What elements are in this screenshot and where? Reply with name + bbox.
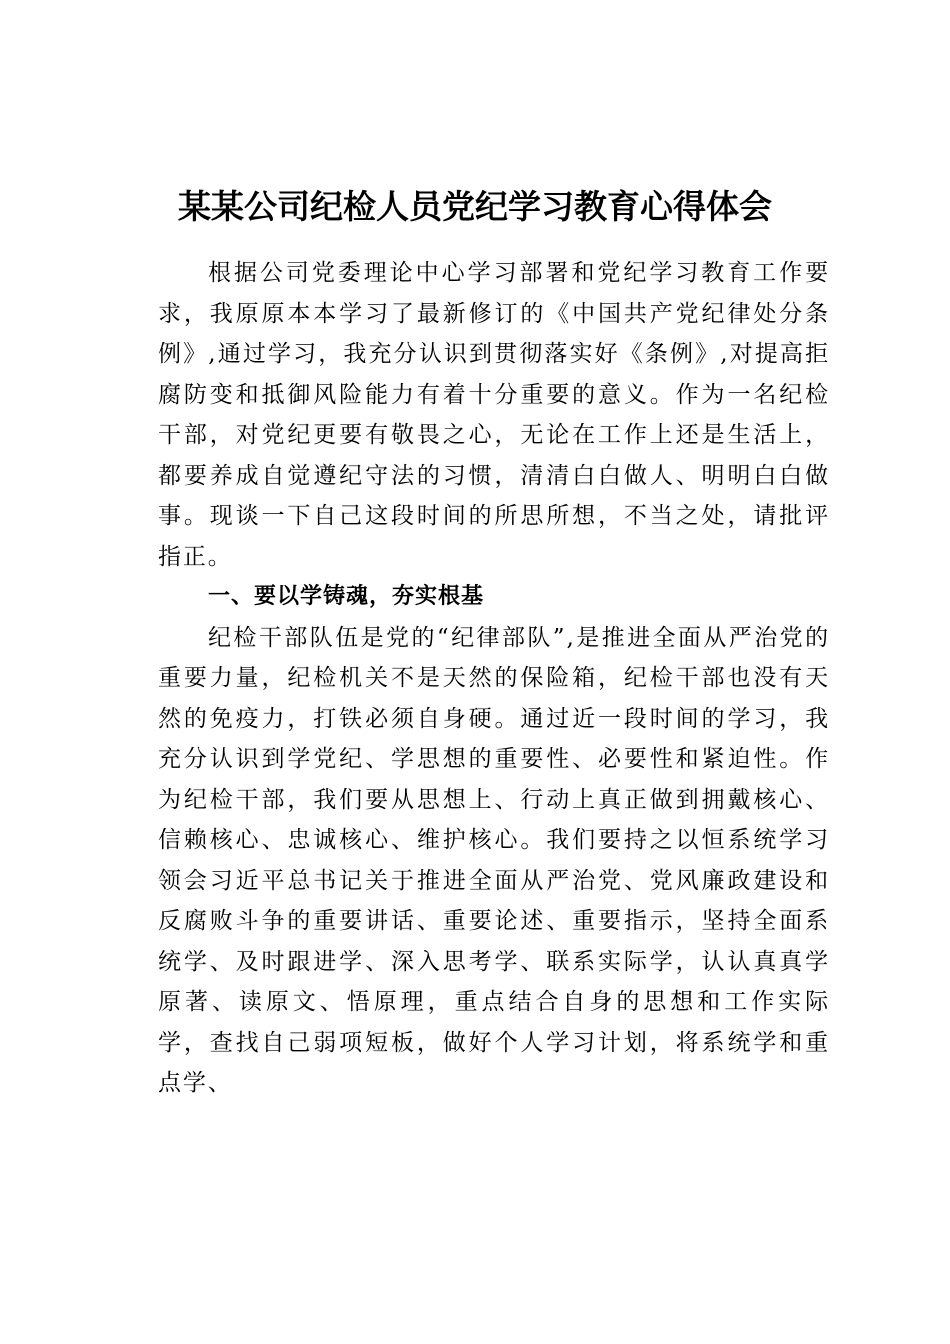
section-heading-1: 一、要以学铸魂，夯实根基 [208,584,485,609]
paragraph-section-1: 纪检干部队伍是党的“纪律部队”,是推进全面从严治党的重要力量，纪检机关不是天然的保险箱，纪检干部也没有天然的免疫力，打铁必须自身硬。通过近一段时间的学习，我充分认识到学党纪、学思想的重要性、必要性和紧迫性。作为纪检干部，我们要从思想上、行动上真正做到拥戴核心、信赖核心、忠诚核心、维护核心。我们要持之以恒系统学习领会习近平总书记关于推进全面从严治党、党风廉政建设和反腐败斗争的重要讲话、重要论述、重要指示，坚持全面系统学、及时跟进学、深入思考学、联系实际学，认认真真学原著、读原文、悟原理，重点结合自身的思想和工作实际学，查找自己弱项短板，做好个人学习计划，将系统学和重点学、 [158,624,830,1096]
document-body [158,253,830,1104]
document-title: 某某公司纪检人员党纪学习教育心得体会 [178,187,772,227]
paragraph-intro: 根据公司党委理论中心学习部署和党纪学习教育工作要求，我原原本本学习了最新修订的《中国共产党纪律处分条例》,通过学习，我充分认识到贯彻落实好《条例》,对提高拒腐防变和抵御风险能力有着十分重要的意义。作为一名纪检干部，对党纪更要有敬畏之心，无论在工作上还是生活上， 都要养成自觉遵纪守法的习惯，清清白白做人、明明白白做 事。现谈一下自己这段时间的所思所想，不当之处，请批评 指正。 [158,260,830,570]
